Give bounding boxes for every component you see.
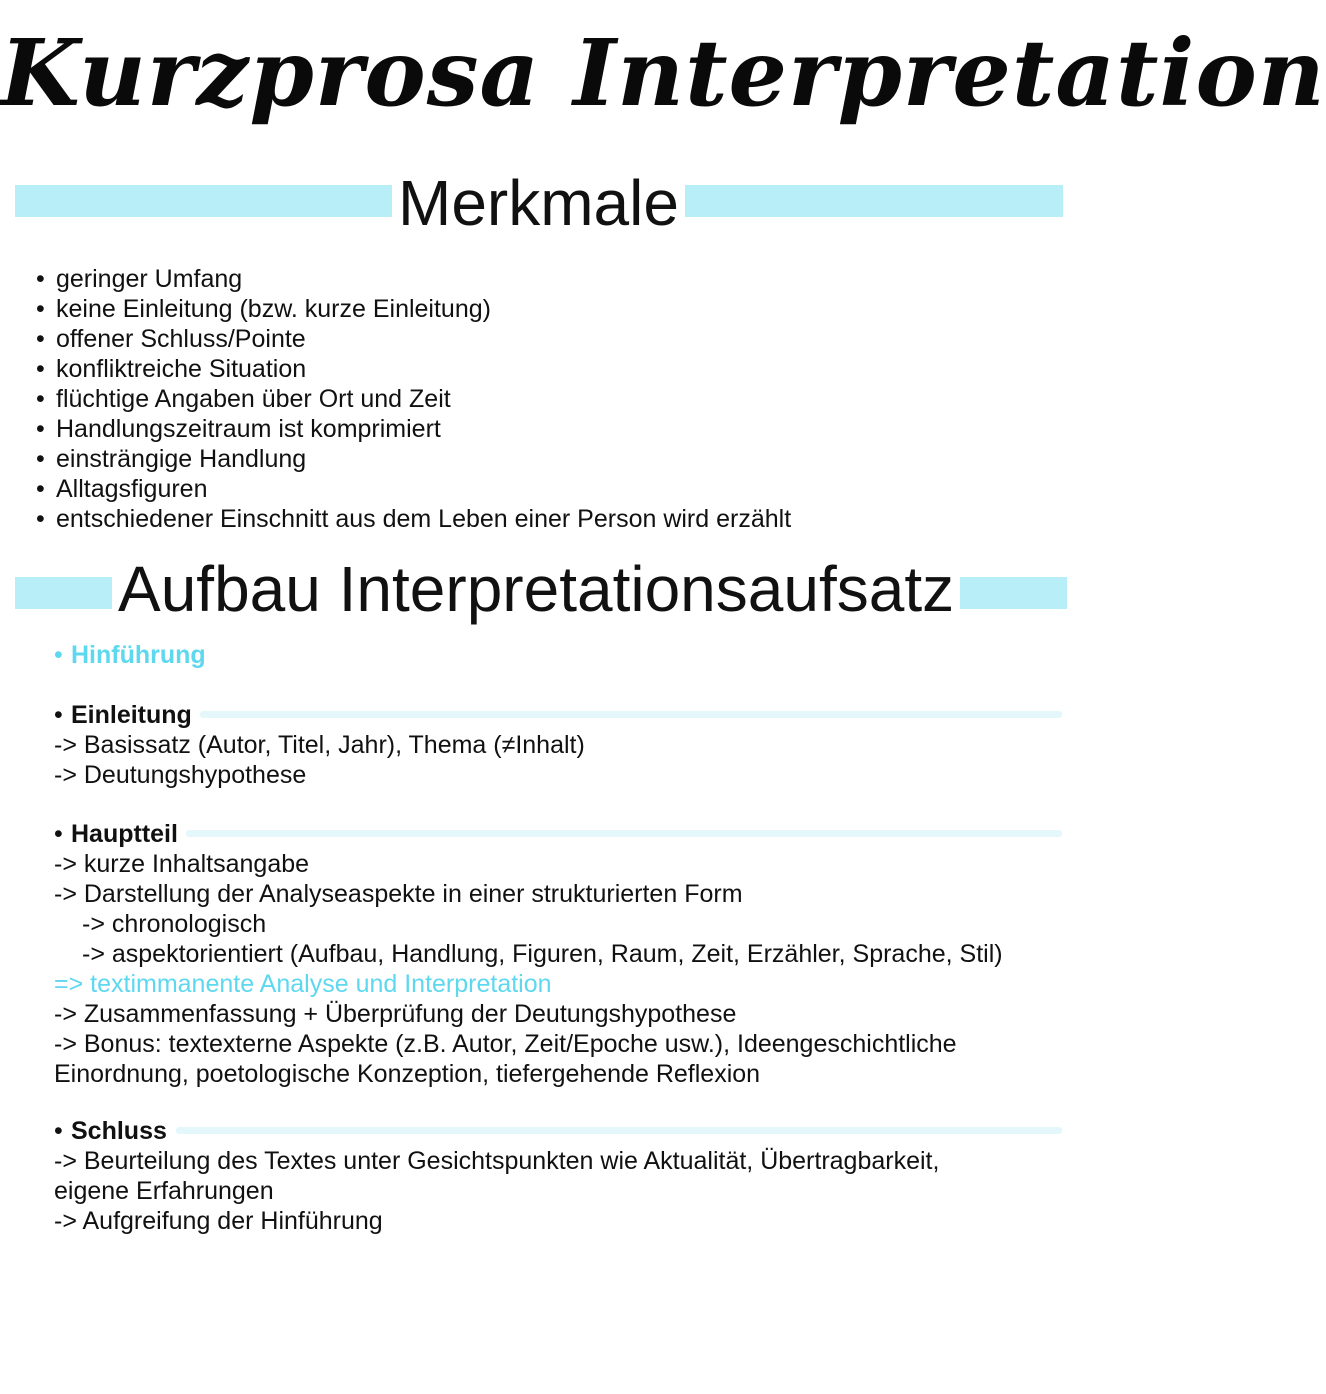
list-item: -> Deutungshypothese <box>54 761 307 789</box>
divider-line <box>186 830 1062 837</box>
bullet-icon: • <box>36 265 45 293</box>
subheading-einleitung: • Einleitung <box>54 700 200 730</box>
list-item: -> Bonus: textexterne Aspekte (z.B. Autor, Zeit/Epoche usw.), Ideengeschichtliche <box>54 1030 957 1058</box>
bullet-icon: • <box>54 641 63 669</box>
hauptteil-lines <box>54 849 1003 1089</box>
list-item: • keine Einleitung (bzw. kurze Einleitung) <box>36 295 491 323</box>
merkmale-heading: Merkmale <box>392 166 685 240</box>
list-item: -> Darstellung der Analyseaspekte in einer strukturierten Form <box>54 880 743 908</box>
subheading-hinfuehrung: • Hinführung <box>54 640 214 670</box>
page-title: Kurzprosa Interpretation <box>0 19 1326 127</box>
list-item: -> Beurteilung des Textes unter Gesichtspunkten wie Aktualität, Übertragbarkeit, <box>54 1147 940 1175</box>
list-item: -> chronologisch <box>82 910 267 938</box>
bullet-icon: • <box>36 475 45 503</box>
list-item: -> Basissatz (Autor, Titel, Jahr), Thema (≠Inhalt) <box>54 731 585 759</box>
bullet-icon: • <box>54 701 63 729</box>
bullet-icon: • <box>36 445 45 473</box>
bullet-icon: • <box>54 820 63 848</box>
list-item: • Alltagsfiguren <box>36 475 208 503</box>
list-item: eigene Erfahrungen <box>54 1177 274 1205</box>
list-item: -> kurze Inhaltsangabe <box>54 850 310 878</box>
list-item: • einsträngige Handlung <box>36 445 307 473</box>
bullet-icon: • <box>36 325 45 353</box>
schluss-lines <box>54 1146 939 1236</box>
list-item: • Handlungszeitraum ist komprimiert <box>36 415 441 443</box>
list-item: • entschiedener Einschnitt aus dem Leben einer Person wird erzählt <box>36 505 792 533</box>
aufbau-heading: Aufbau Interpretationsaufsatz <box>112 552 960 626</box>
merkmale-list <box>36 264 791 534</box>
divider-line <box>200 711 1062 718</box>
bullet-icon: • <box>36 355 45 383</box>
bullet-icon: • <box>36 385 45 413</box>
subheading-hauptteil: • Hauptteil <box>54 819 186 849</box>
list-item: Einordnung, poetologische Konzeption, tiefergehende Reflexion <box>54 1060 761 1088</box>
divider-line <box>176 1127 1062 1134</box>
list-item: • geringer Umfang <box>36 265 243 293</box>
bullet-icon: • <box>54 1117 63 1145</box>
list-item: -> aspektorientiert (Aufbau, Handlung, Figuren, Raum, Zeit, Erzähler, Sprache, Stil) <box>82 940 1003 968</box>
list-item: -> Aufgreifung der Hinführung <box>54 1207 383 1235</box>
list-item: • flüchtige Angaben über Ort und Zeit <box>36 385 451 413</box>
list-item: • konfliktreiche Situation <box>36 355 307 383</box>
subheading-schluss: • Schluss <box>54 1116 175 1146</box>
list-item: -> Zusammenfassung + Überprüfung der Deutungshypothese <box>54 1000 737 1028</box>
bullet-icon: • <box>36 505 45 533</box>
list-item: => textimmanente Analyse und Interpretation <box>54 970 552 998</box>
bullet-icon: • <box>36 415 45 443</box>
bullet-icon: • <box>36 295 45 323</box>
einleitung-lines <box>54 730 585 790</box>
list-item: • offener Schluss/Pointe <box>36 325 306 353</box>
